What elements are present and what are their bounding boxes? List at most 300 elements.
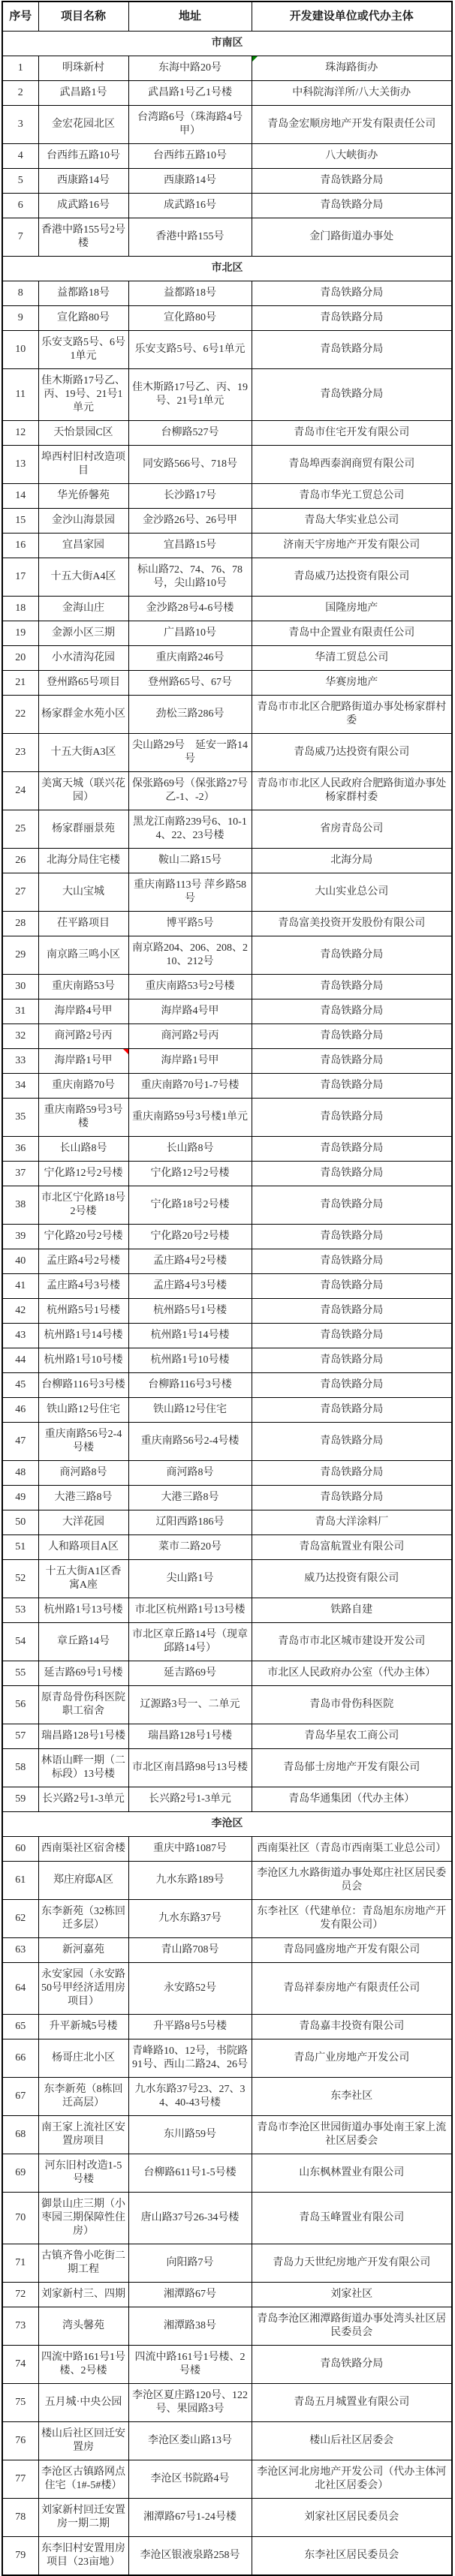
- address-cell: 广昌路10号: [128, 621, 252, 646]
- project-name-cell: 杭州路1号10号楼: [38, 1348, 128, 1373]
- address-cell: 湘潭路67号1-24号楼: [128, 2499, 252, 2537]
- row-number-cell: 42: [2, 1299, 38, 1324]
- row-number-cell: 59: [2, 1787, 38, 1812]
- developer-unit-cell: 东李社区: [252, 2078, 452, 2116]
- project-name-cell: 大港三路8号: [38, 1486, 128, 1510]
- address-cell: 重庆南路56号2-4号楼: [128, 1423, 252, 1461]
- project-name-cell: 海岸路4号甲: [38, 999, 128, 1024]
- developer-unit-cell: 青岛广业房地产开发公司: [252, 2039, 452, 2078]
- project-name-cell: 十五大街A4区: [38, 558, 128, 597]
- table-row: [2, 2460, 452, 2499]
- address-cell: 重庆南路70号1-7号楼: [128, 1074, 252, 1099]
- developer-unit-cell: 青岛铁路分局: [252, 1074, 452, 1099]
- developer-unit-cell: 金门路街道办事处: [252, 218, 452, 257]
- address-cell: 九水东路37号23、27、34、40-43号楼: [128, 2078, 252, 2116]
- address-cell: 辽源路3号一、二单元: [128, 1686, 252, 1724]
- developer-unit-cell: 青岛铁路分局: [252, 1099, 452, 1137]
- address-cell: 鞍山二路15号: [128, 849, 252, 873]
- row-number-cell: 16: [2, 534, 38, 558]
- developer-unit-cell: 青岛富美投资开发股份有限公司: [252, 912, 452, 936]
- project-name-cell: 西南渠社区宿舍楼: [38, 1837, 128, 1862]
- table-row: [2, 1900, 452, 1938]
- table-row: [2, 1486, 452, 1510]
- row-number-cell: 26: [2, 849, 38, 873]
- project-name-cell: 金沙山海景园: [38, 509, 128, 534]
- row-number-cell: 38: [2, 1186, 38, 1225]
- table-row: [2, 2116, 452, 2154]
- table-row: [2, 1225, 452, 1249]
- table-row: [2, 1724, 452, 1749]
- table-row: [2, 281, 452, 306]
- project-name-cell: 杭州路5号1号楼: [38, 1299, 128, 1324]
- row-number-cell: 24: [2, 772, 38, 810]
- address-cell: 青峰路10、12号，书院路91号、西山二路24、26号: [128, 2039, 252, 2078]
- table-row: [2, 1560, 452, 1598]
- project-name-cell: 四流中路161号1号楼、2号楼: [38, 2346, 128, 2384]
- project-name-cell: 长兴路2号1-3单元: [38, 1787, 128, 1812]
- section-title: 市北区: [2, 257, 452, 281]
- project-name-cell: 金海山庄: [38, 597, 128, 621]
- header-project-name: 项目名称: [38, 2, 128, 32]
- section-header-row: [2, 257, 452, 281]
- developer-unit-cell: 北海分局: [252, 849, 452, 873]
- header-address: 地址: [128, 2, 252, 32]
- address-cell: 尖山路29号 延安一路14号: [128, 734, 252, 772]
- row-number-cell: 32: [2, 1024, 38, 1049]
- project-name-cell: 湾头馨苑: [38, 2307, 128, 2346]
- row-number-cell: 71: [2, 2244, 38, 2283]
- row-number-cell: 30: [2, 975, 38, 999]
- table-row: [2, 734, 452, 772]
- table-row: [2, 218, 452, 257]
- row-number-cell: 48: [2, 1461, 38, 1486]
- developer-unit-cell: 青岛郁士房地产开发有限公司: [252, 1749, 452, 1787]
- table-row: [2, 1049, 452, 1074]
- table-row: [2, 2015, 452, 2039]
- developer-unit-cell: 青岛铁路分局: [252, 1486, 452, 1510]
- project-name-cell: 杨家群金水苑小区: [38, 696, 128, 734]
- project-name-cell: 十五大街A1区香寓A座: [38, 1560, 128, 1598]
- project-name-cell: 瑞昌路128号1号楼: [38, 1724, 128, 1749]
- address-cell: 李沧区娄山路13号: [128, 2422, 252, 2460]
- project-name-cell: 宜昌家园: [38, 534, 128, 558]
- developer-unit-cell: 楼山后社区居委会: [252, 2422, 452, 2460]
- row-number-cell: 73: [2, 2307, 38, 2346]
- address-cell: 标山路72、74、76、78号，尖山路10号: [128, 558, 252, 597]
- table-row: [2, 2039, 452, 2078]
- table-row: [2, 446, 452, 484]
- project-name-cell: 武昌路1号: [38, 81, 128, 106]
- developer-unit-cell: 青岛铁路分局: [252, 306, 452, 331]
- table-row: [2, 1186, 452, 1225]
- developer-unit-cell: 青岛铁路分局: [252, 194, 452, 218]
- address-cell: 台西纬五路10号: [128, 144, 252, 169]
- row-number-cell: 50: [2, 1510, 38, 1535]
- table-row: [2, 1510, 452, 1535]
- table-row: [2, 1137, 452, 1162]
- table-row: [2, 106, 452, 144]
- developer-unit-cell: 青岛铁路分局: [252, 369, 452, 421]
- address-cell: 李沧区夏庄路120号、122号、果园路3号: [128, 2384, 252, 2422]
- row-number-cell: 14: [2, 484, 38, 509]
- table-row: [2, 1373, 452, 1398]
- project-name-cell: 台柳路116号3号楼: [38, 1373, 128, 1398]
- table-row: [2, 1749, 452, 1787]
- section-title: 李沧区: [2, 1812, 452, 1837]
- address-cell: 黑龙江南路239号6、10-14、22、23号楼: [128, 810, 252, 849]
- address-cell: 宁化路12号2号楼: [128, 1162, 252, 1186]
- project-name-cell: 河东旧村改造1-5号楼: [38, 2154, 128, 2193]
- address-cell: 市北区章丘路14号（现章邱路14号）: [128, 1623, 252, 1661]
- developer-unit-cell: 山东枫林置业有限公司: [252, 2154, 452, 2193]
- developer-unit-cell: 青岛铁路分局: [252, 1274, 452, 1299]
- table-row: [2, 421, 452, 446]
- project-name-cell: 刘家新村回迁安置房一期二期: [38, 2499, 128, 2537]
- address-cell: 登州路65号、67号: [128, 671, 252, 696]
- red-corner-marker: [123, 1049, 128, 1054]
- developer-unit-cell: 青岛威乃达投资有限公司: [252, 558, 452, 597]
- developer-unit-cell: 青岛铁路分局: [252, 1299, 452, 1324]
- developer-unit-cell: 青岛市市北区合肥路街道办事处杨家群村委: [252, 696, 452, 734]
- developer-unit-cell: 市北区人民政府办公室（代办主体）: [252, 1661, 452, 1686]
- green-corner-marker: [252, 56, 258, 62]
- row-number-cell: 3: [2, 106, 38, 144]
- project-name-cell: 登州路65号项目: [38, 671, 128, 696]
- address-cell: 重庆南路59号3号楼1单元: [128, 1099, 252, 1137]
- table-row: [2, 2346, 452, 2384]
- row-number-cell: 37: [2, 1162, 38, 1186]
- developer-unit-cell: 青岛嘉丰投资有限公司: [252, 2015, 452, 2039]
- row-number-cell: 64: [2, 1963, 38, 2015]
- address-cell: 辽阳西路186号: [128, 1510, 252, 1535]
- developer-unit-cell: 青岛铁路分局: [252, 1324, 452, 1348]
- project-name-cell: 天怡景园C区: [38, 421, 128, 446]
- row-number-cell: 55: [2, 1661, 38, 1686]
- project-name-cell: 杨家群丽景苑: [38, 810, 128, 849]
- address-cell: 台柳路527号: [128, 421, 252, 446]
- table-row: [2, 509, 452, 534]
- project-name-cell: 原青岛骨伤科医院职工宿舍: [38, 1686, 128, 1724]
- table-row: [2, 772, 452, 810]
- row-number-cell: 34: [2, 1074, 38, 1099]
- project-name-cell: 宣化路80号: [38, 306, 128, 331]
- developer-unit-cell: 中科院海洋所/八大关街办: [252, 81, 452, 106]
- row-number-cell: 4: [2, 144, 38, 169]
- address-cell: 升平路8号5号楼: [128, 2015, 252, 2039]
- row-number-cell: 21: [2, 671, 38, 696]
- table-row: [2, 484, 452, 509]
- table-row: [2, 2283, 452, 2307]
- address-cell: 大港三路8号: [128, 1486, 252, 1510]
- row-number-cell: 56: [2, 1686, 38, 1724]
- address-cell: 海岸路1号甲: [128, 1049, 252, 1074]
- address-cell: 商河路2号丙: [128, 1024, 252, 1049]
- project-name-cell: 华光侨馨苑: [38, 484, 128, 509]
- project-name-cell: 杭州路1号14号楼: [38, 1324, 128, 1348]
- row-number-cell: 63: [2, 1938, 38, 1963]
- address-cell: 香港中路155号: [128, 218, 252, 257]
- address-cell: 金沙路28号4-6号楼: [128, 597, 252, 621]
- developer-unit-cell: 济南天宇房地产开发有限公司: [252, 534, 452, 558]
- address-cell: 长山路8号: [128, 1137, 252, 1162]
- address-cell: 唐山路37号26-34号楼: [128, 2193, 252, 2244]
- developer-unit-cell: 八大峡街办: [252, 144, 452, 169]
- row-number-cell: 41: [2, 1274, 38, 1299]
- row-number-cell: 52: [2, 1560, 38, 1598]
- project-name-cell: 杭州路1号13号楼: [38, 1598, 128, 1623]
- project-name-cell: 重庆南路70号: [38, 1074, 128, 1099]
- address-cell: 市北区南昌路98号13号楼: [128, 1749, 252, 1787]
- address-cell: 台湾路6号（珠海路4号甲）: [128, 106, 252, 144]
- table-row: [2, 975, 452, 999]
- address-cell: 尖山路1号: [128, 1560, 252, 1598]
- table-row: [2, 1074, 452, 1099]
- row-number-cell: 43: [2, 1324, 38, 1348]
- table-row: [2, 2422, 452, 2460]
- project-name-cell: 乐安支路5号、6号1单元: [38, 331, 128, 369]
- row-number-cell: 61: [2, 1862, 38, 1900]
- row-number-cell: 28: [2, 912, 38, 936]
- developer-unit-cell: 青岛市住宅开发有限公司: [252, 421, 452, 446]
- developer-unit-cell: 青岛华通集团（代办主体）: [252, 1787, 452, 1812]
- address-cell: 保张路69号（保张路27号乙-1、-2）: [128, 772, 252, 810]
- project-name-cell: 楼山后社区回迁安置房: [38, 2422, 128, 2460]
- developer-unit-cell: 青岛李沧区湘潭路街道办事处湾头社区居民委员会: [252, 2307, 452, 2346]
- address-cell: 同安路566号、718号: [128, 446, 252, 484]
- address-cell: 益都路18号: [128, 281, 252, 306]
- address-cell: 宁化路18号2号楼: [128, 1186, 252, 1225]
- address-cell: 东川路59号: [128, 2116, 252, 2154]
- row-number-cell: 77: [2, 2460, 38, 2499]
- table-row: [2, 2499, 452, 2537]
- project-name-cell: 明珠新村: [38, 56, 128, 81]
- developer-unit-cell: 青岛市李沧区世园街道办事处南王家上流社区居委会: [252, 2116, 452, 2154]
- address-cell: 东海中路20号: [128, 56, 252, 81]
- project-name-cell: 大山宝城: [38, 873, 128, 912]
- table-row: [2, 56, 452, 81]
- table-row: [2, 534, 452, 558]
- project-name-cell: 杨哥庄北小区: [38, 2039, 128, 2078]
- developer-unit-cell: 大山实业总公司: [252, 873, 452, 912]
- developer-unit-cell: 威乃达投资有限公司: [252, 1560, 452, 1598]
- address-cell: 青山路708号: [128, 1938, 252, 1963]
- table-row: [2, 1787, 452, 1812]
- developer-unit-cell: 刘家社区居民委员会: [252, 2499, 452, 2537]
- table-row: [2, 1686, 452, 1724]
- developer-unit-cell: 青岛大华实业总公司: [252, 509, 452, 534]
- developer-unit-cell: 青岛威乃达投资有限公司: [252, 734, 452, 772]
- developer-unit-cell: 青岛铁路分局: [252, 1249, 452, 1274]
- row-number-cell: 36: [2, 1137, 38, 1162]
- table-row: [2, 646, 452, 671]
- project-name-cell: 香港中路155号2号楼: [38, 218, 128, 257]
- row-number-cell: 65: [2, 2015, 38, 2039]
- developer-unit-cell: 青岛市骨伤科医院: [252, 1686, 452, 1724]
- row-number-cell: 49: [2, 1486, 38, 1510]
- address-cell: 湘潭路38号: [128, 2307, 252, 2346]
- developer-unit-cell: 青岛市市北区城市建设开发公司: [252, 1623, 452, 1661]
- developer-unit-cell: 青岛铁路分局: [252, 1049, 452, 1074]
- developer-unit-cell: 西南渠社区（青岛市西南渠工业总公司）: [252, 1837, 452, 1862]
- project-name-cell: 益都路18号: [38, 281, 128, 306]
- table-row: [2, 999, 452, 1024]
- table-row: [2, 2154, 452, 2193]
- developer-unit-cell: 青岛铁路分局: [252, 1461, 452, 1486]
- row-number-cell: 31: [2, 999, 38, 1024]
- row-number-cell: 39: [2, 1225, 38, 1249]
- row-number-cell: 66: [2, 2039, 38, 2078]
- address-cell: 长沙路17号: [128, 484, 252, 509]
- address-cell: 西康路14号: [128, 169, 252, 194]
- row-number-cell: 78: [2, 2499, 38, 2537]
- table-row: [2, 2384, 452, 2422]
- developer-unit-cell: 青岛埠西泰润商贸有限公司: [252, 446, 452, 484]
- address-cell: 台柳路116号3号楼: [128, 1373, 252, 1398]
- row-number-cell: 40: [2, 1249, 38, 1274]
- developer-unit-cell: 刘家社区: [252, 2283, 452, 2307]
- address-cell: 重庆南路53号2号楼: [128, 975, 252, 999]
- developer-unit-cell: 东李社区居民委员会: [252, 2537, 452, 2576]
- address-cell: 湘潭路67号: [128, 2283, 252, 2307]
- project-name-cell: 孟庄路4号3号楼: [38, 1274, 128, 1299]
- address-cell: 四流中路161号1号楼、2号楼: [128, 2346, 252, 2384]
- developer-unit-cell: 李沧区河北房地产开发公司（代办主体河北社区居委会）: [252, 2460, 452, 2499]
- row-number-cell: 68: [2, 2116, 38, 2154]
- table-row: [2, 194, 452, 218]
- table-row: [2, 1661, 452, 1686]
- address-cell: 铁山路12号住宅: [128, 1398, 252, 1423]
- address-cell: 宣化路80号: [128, 306, 252, 331]
- address-cell: 向阳路7号: [128, 2244, 252, 2283]
- table-row: [2, 696, 452, 734]
- table-row: [2, 1398, 452, 1423]
- project-name-cell: 升平新城5号楼: [38, 2015, 128, 2039]
- row-number-cell: 74: [2, 2346, 38, 2384]
- developer-unit-cell: 青岛大洋涂料厂: [252, 1510, 452, 1535]
- row-number-cell: 15: [2, 509, 38, 534]
- row-number-cell: 54: [2, 1623, 38, 1661]
- developer-unit-cell: 青岛铁路分局: [252, 1348, 452, 1373]
- address-cell: 李沧区银液泉路258号: [128, 2537, 252, 2576]
- project-name-cell: 孟庄路4号2号楼: [38, 1249, 128, 1274]
- project-name-cell: 台西纬五路10号: [38, 144, 128, 169]
- table-row: [2, 2537, 452, 2576]
- table-row: [2, 1598, 452, 1623]
- project-name-cell: 佳木斯路17号乙、丙、19号、21号1单元: [38, 369, 128, 421]
- project-name-cell: 林语山畔一期（二标段）13号楼: [38, 1749, 128, 1787]
- row-number-cell: 58: [2, 1749, 38, 1787]
- row-number-cell: 23: [2, 734, 38, 772]
- project-name-cell: 东李新苑（8栋回迁高层）: [38, 2078, 128, 2116]
- address-cell: 长兴路2号1-3单元: [128, 1787, 252, 1812]
- table-row: [2, 1324, 452, 1348]
- developer-unit-cell: 青岛市华光工贸总公司: [252, 484, 452, 509]
- row-number-cell: 6: [2, 194, 38, 218]
- developer-unit-cell: 青岛铁路分局: [252, 975, 452, 999]
- table-row: [2, 1024, 452, 1049]
- table-row: [2, 1423, 452, 1461]
- developer-unit-cell: 青岛铁路分局: [252, 1186, 452, 1225]
- developer-unit-cell: 青岛铁路分局: [252, 2346, 452, 2384]
- project-name-cell: 刘家新村三、四期: [38, 2283, 128, 2307]
- address-cell: 商河路8号: [128, 1461, 252, 1486]
- row-number-cell: 9: [2, 306, 38, 331]
- address-cell: 博平路5号: [128, 912, 252, 936]
- address-cell: 武昌路1号乙1号楼: [128, 81, 252, 106]
- table-row: [2, 849, 452, 873]
- project-name-cell: 埠西村旧村改造项目: [38, 446, 128, 484]
- table-row: [2, 1938, 452, 1963]
- row-number-cell: 57: [2, 1724, 38, 1749]
- project-name-cell: 海岸路1号甲: [38, 1049, 128, 1074]
- address-cell: 杭州路5号1号楼: [128, 1299, 252, 1324]
- project-name-cell: 市北区宁化路18号2号楼: [38, 1186, 128, 1225]
- table-row: [2, 936, 452, 975]
- developer-unit-cell: 青岛五月城置业有限公司: [252, 2384, 452, 2422]
- row-number-cell: 27: [2, 873, 38, 912]
- project-name-cell: 长山路8号: [38, 1137, 128, 1162]
- developer-unit-cell: 青岛铁路分局: [252, 1373, 452, 1398]
- table-body: [2, 32, 452, 2576]
- developer-unit-cell: 青岛祥泰房地产有限责任公司: [252, 1963, 452, 2015]
- table-row: [2, 2307, 452, 2346]
- address-cell: 孟庄路4号2号楼: [128, 1249, 252, 1274]
- address-cell: 海岸路4号甲: [128, 999, 252, 1024]
- address-cell: 李沧区书院路4号: [128, 2460, 252, 2499]
- table-row: [2, 1299, 452, 1324]
- table-header-row: [2, 2, 452, 32]
- row-number-cell: 76: [2, 2422, 38, 2460]
- row-number-cell: 70: [2, 2193, 38, 2244]
- header-row-number: 序号: [2, 2, 38, 32]
- project-name-cell: 宁化路20号2号楼: [38, 1225, 128, 1249]
- row-number-cell: 2: [2, 81, 38, 106]
- project-name-cell: 东李旧村安置用房项目（23亩地）: [38, 2537, 128, 2576]
- developer-unit-cell: 青岛铁路分局: [252, 1398, 452, 1423]
- row-number-cell: 45: [2, 1373, 38, 1398]
- row-number-cell: 19: [2, 621, 38, 646]
- project-name-cell: 人和路项目A区: [38, 1535, 128, 1560]
- table-row: [2, 2244, 452, 2283]
- row-number-cell: 46: [2, 1398, 38, 1423]
- row-number-cell: 72: [2, 2283, 38, 2307]
- project-name-cell: 重庆南路59号3号楼: [38, 1099, 128, 1137]
- address-cell: 延吉路69号: [128, 1661, 252, 1686]
- project-name-cell: 五月城·中央公园: [38, 2384, 128, 2422]
- developer-unit-cell: 青岛中企置业有限责任公司: [252, 621, 452, 646]
- row-number-cell: 33: [2, 1049, 38, 1074]
- address-cell: 南京路204、206、208、210、212号: [128, 936, 252, 975]
- table-row: [2, 2193, 452, 2244]
- project-name-cell: 十五大街A3区: [38, 734, 128, 772]
- developer-unit-cell: 青岛市市北区人民政府合肥路街道办事处杨家群村委: [252, 772, 452, 810]
- table-row: [2, 1249, 452, 1274]
- developer-unit-cell: 东李社区（代建单位：青岛旭东房地产开发有限公司）: [252, 1900, 452, 1938]
- address-cell: 九水东路189号: [128, 1862, 252, 1900]
- table-row: [2, 1623, 452, 1661]
- project-name-cell: 李沧区古镇路网点住宅（1#-5#楼）: [38, 2460, 128, 2499]
- section-header-row: [2, 1812, 452, 1837]
- project-name-cell: 茌平路项目: [38, 912, 128, 936]
- projects-table: [2, 1, 453, 2576]
- developer-unit-cell: 青岛华星农工商公司: [252, 1724, 452, 1749]
- project-name-cell: 铁山路12号住宅: [38, 1398, 128, 1423]
- table-row: [2, 1099, 452, 1137]
- row-number-cell: 29: [2, 936, 38, 975]
- project-name-cell: 重庆南路53号: [38, 975, 128, 999]
- table-row: [2, 369, 452, 421]
- project-name-cell: 古镇齐鲁小吃街二期工程: [38, 2244, 128, 2283]
